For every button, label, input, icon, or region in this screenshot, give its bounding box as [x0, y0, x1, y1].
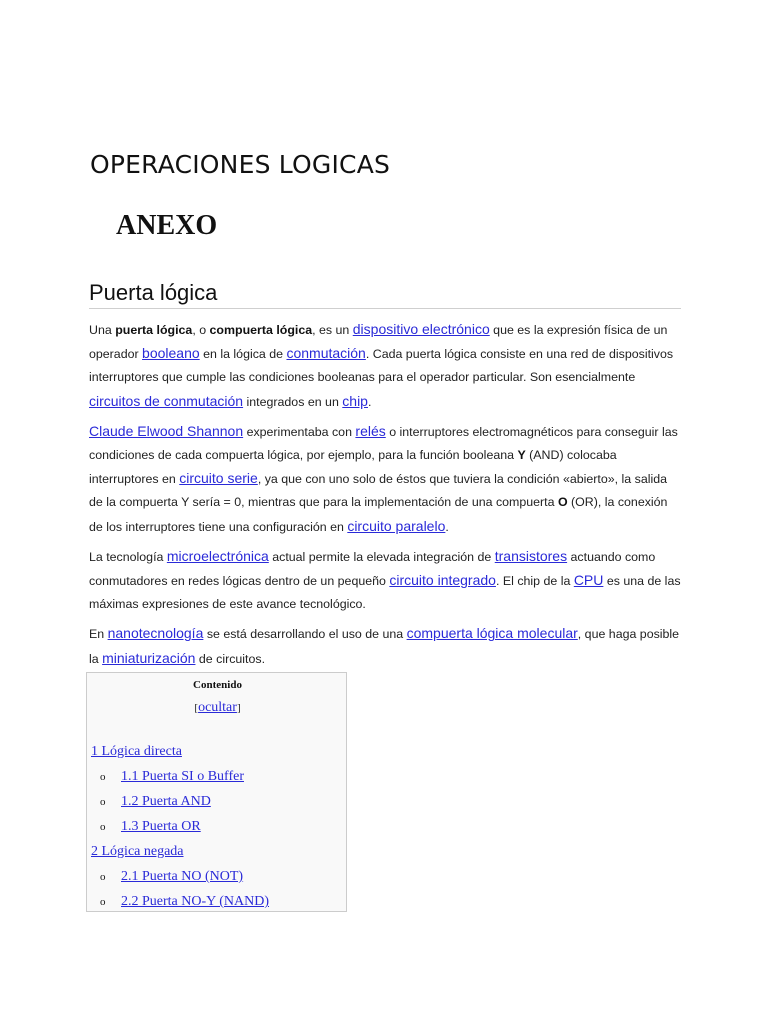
toc-title: Contenido — [193, 679, 242, 691]
link-circuito-paralelo[interactable]: circuito paralelo — [347, 517, 446, 534]
link-transistores[interactable]: transistores — [494, 547, 568, 564]
toc-hide-link[interactable]: ocultar — [198, 700, 237, 715]
bold-term: Y — [517, 448, 526, 463]
link-nanotecnologia[interactable]: nanotecnología — [107, 625, 204, 642]
link-circuitos-de-conmutacion[interactable]: circuitos de conmutación — [89, 392, 244, 409]
toc-item-2 — [91, 839, 343, 864]
toc-item-1 — [91, 739, 343, 764]
link-circuito-serie[interactable]: circuito serie — [179, 470, 258, 487]
document-title: OPERACIONES LOGICAS — [90, 150, 391, 179]
link-miniaturizacion[interactable]: miniaturización — [102, 649, 196, 666]
bullet-marker: o — [100, 896, 106, 908]
text-span: . — [445, 519, 449, 534]
text-span: de circuitos. — [195, 651, 266, 666]
link-chip[interactable]: chip — [342, 392, 368, 409]
bold-term: compuerta lógica — [209, 323, 313, 337]
toc-item-2-2 — [91, 889, 343, 914]
link-dispositivo-electronico[interactable]: dispositivo electrónico — [352, 321, 490, 337]
paragraph-nanotecnologia — [89, 622, 681, 670]
bullet-marker: o — [100, 796, 106, 808]
toc-item-2-1 — [91, 864, 343, 889]
text-span: actual permite la elevada integración de — [268, 549, 495, 564]
text-span: , ya que con uno solo de éstos que tuviera la condición «abierto», la salida de la compuerta Y sería = 0, mientras que para la implementación de una compuerta — [89, 472, 667, 510]
text-span: La tecnología — [89, 549, 167, 564]
link-reles[interactable]: relés — [355, 422, 386, 439]
toc-link-puerta-nand[interactable]: 2.2 Puerta NO-Y (NAND) — [121, 894, 270, 909]
text-span: (OR), la conexión de los interruptores tiene una configuración en — [89, 495, 668, 534]
text-span: actuando como conmutadores en redes lógicas dentro de un pequeño — [89, 549, 656, 589]
toc-link-logica-directa[interactable]: 1 Lógica directa — [91, 744, 182, 759]
toc-hide-control — [87, 699, 348, 716]
text-span: , es un — [312, 323, 353, 337]
bullet-marker: o — [100, 821, 106, 833]
text-span: integrados en un — [243, 394, 343, 409]
toc-link-puerta-or[interactable]: 1.3 Puerta OR — [121, 819, 201, 834]
text-span: experimentaba con — [243, 424, 356, 439]
annex-heading: ANEXO — [116, 210, 218, 241]
toc-link-logica-negada[interactable]: 2 Lógica negada — [91, 844, 184, 859]
paragraph-definition — [89, 318, 681, 414]
text-span: (AND) colocaba interruptores en — [89, 448, 617, 487]
toc-bracket-close: ] — [236, 702, 241, 714]
text-span: es una de las máximas expresiones de este avance tecnológico. — [89, 574, 681, 612]
toc-link-puerta-and[interactable]: 1.2 Puerta AND — [121, 794, 211, 809]
text-span: Una — [89, 323, 116, 337]
paragraph-microelectronica — [89, 545, 681, 617]
text-span: , o — [192, 323, 210, 337]
link-conmutacion[interactable]: conmutación — [286, 345, 366, 362]
section-heading: Puerta lógica — [89, 280, 681, 309]
text-span: , que haga posible la — [89, 627, 680, 666]
bullet-marker: o — [100, 871, 106, 883]
toc-link-puerta-si-buffer[interactable]: 1.1 Puerta SI o Buffer — [121, 769, 244, 784]
table-of-contents — [86, 672, 347, 912]
toc-link-puerta-not[interactable]: 2.1 Puerta NO (NOT) — [121, 869, 244, 884]
text-span: se está desarrollando el uso de una — [203, 627, 407, 642]
text-span: que es la expresión física de un operador — [89, 323, 668, 362]
toc-item-1-2 — [91, 789, 343, 814]
text-span: o interruptores electromagnéticos para conseguir las condiciones de cada compuerta lógica, por ejemplo, para la función booleana — [89, 424, 678, 463]
text-span: En — [89, 627, 108, 642]
toc-list — [91, 739, 343, 914]
bold-term: puerta lógica — [115, 323, 193, 337]
toc-bracket-open: [ — [194, 702, 199, 714]
link-claude-elwood-shannon[interactable]: Claude Elwood Shannon — [89, 422, 244, 439]
link-circuito-integrado[interactable]: circuito integrado — [389, 572, 496, 589]
text-span: . Cada puerta lógica consiste en una red de dispositivos interruptores que cumple las condiciones booleanas para el operador particular. Son esencialmente — [89, 347, 674, 385]
link-cpu[interactable]: CPU — [573, 572, 604, 589]
bold-term: O — [557, 495, 568, 510]
toc-item-1-3 — [91, 814, 343, 839]
bullet-marker: o — [100, 771, 106, 783]
paragraph-shannon — [89, 420, 681, 539]
text-span: . — [367, 394, 372, 409]
text-span: . El chip de la — [495, 574, 574, 589]
toc-item-1-1 — [91, 764, 343, 789]
link-booleano[interactable]: booleano — [142, 345, 200, 362]
link-compuerta-logica-molecular[interactable]: compuerta lógica molecular — [406, 625, 578, 642]
article-body — [89, 318, 681, 677]
text-span: en la lógica de — [199, 347, 287, 362]
link-microelectronica[interactable]: microelectrónica — [166, 547, 269, 564]
